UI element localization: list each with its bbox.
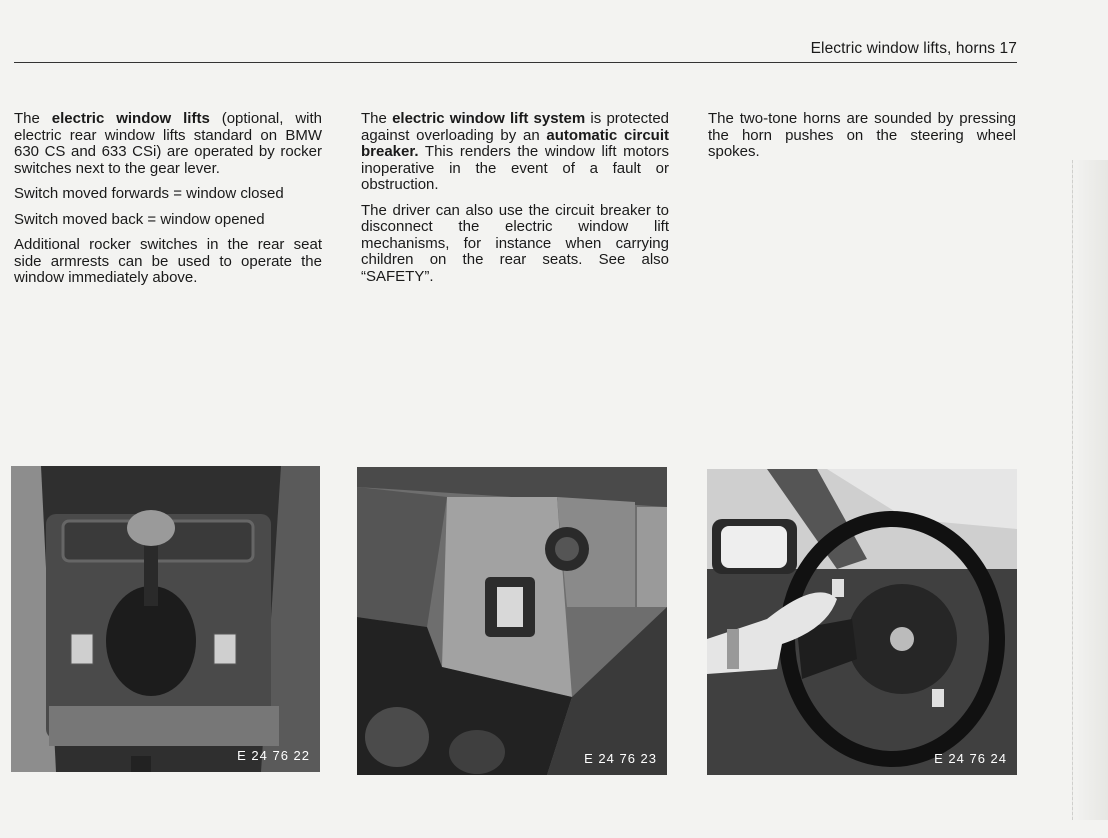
header-rule — [14, 62, 1017, 63]
page-edge-shadow — [1072, 160, 1108, 820]
text-span: (optional, with electric rear window lifts standard on BMW 630 CS and 633 CSi) are operated by rocker switches next to the gear lever. — [14, 110, 323, 177]
paragraph-rear-switches: Additional rocker switches in the rear seat side armrests can be used to operate the window immediately above. — [14, 236, 322, 286]
bold-term: electric window lifts — [51, 110, 210, 127]
page-header-title: Electric window lifts, horns 17 — [810, 40, 1017, 57]
photo-circuit-breaker — [357, 467, 667, 775]
column-left — [14, 111, 322, 296]
photo-caption: E 24 76 22 — [237, 748, 310, 763]
text-span: The — [361, 110, 393, 127]
bold-term: automatic circuit breaker. — [361, 126, 670, 160]
steering-wheel-illustration — [707, 469, 1017, 775]
paragraph-intro — [14, 111, 322, 177]
circuit-breaker-illustration — [357, 467, 667, 775]
photo-caption: E 24 76 23 — [584, 751, 657, 766]
column-middle — [361, 111, 669, 294]
paragraph-switch-forward: Switch moved forwards = window closed — [14, 185, 284, 202]
text-span: The — [14, 110, 52, 127]
column-right — [708, 111, 1016, 170]
bold-term: electric window lift system — [392, 110, 586, 127]
paragraph-switch-back: Switch moved back = window opened — [14, 210, 265, 228]
text-span: This renders the window lift motors inoperative in the event of a fault or obstruction. — [361, 143, 669, 193]
paragraph-horns: The two-tone horns are sounded by pressing the horn pushes on the steering wheel spokes. — [708, 110, 1016, 160]
paragraph-driver-disconnect: The driver can also use the circuit breaker to disconnect the electric window lift mechanisms, for instance when carrying children on the rear seats. See also “SAFETY”. — [361, 201, 669, 285]
text-span: is protected against overloading by an — [361, 110, 670, 144]
photo-steering-wheel — [707, 469, 1017, 775]
paragraph-circuit-breaker — [361, 111, 669, 194]
gear-lever-illustration — [11, 466, 320, 772]
photo-caption: E 24 76 24 — [934, 751, 1007, 766]
photo-gear-lever — [11, 466, 320, 772]
